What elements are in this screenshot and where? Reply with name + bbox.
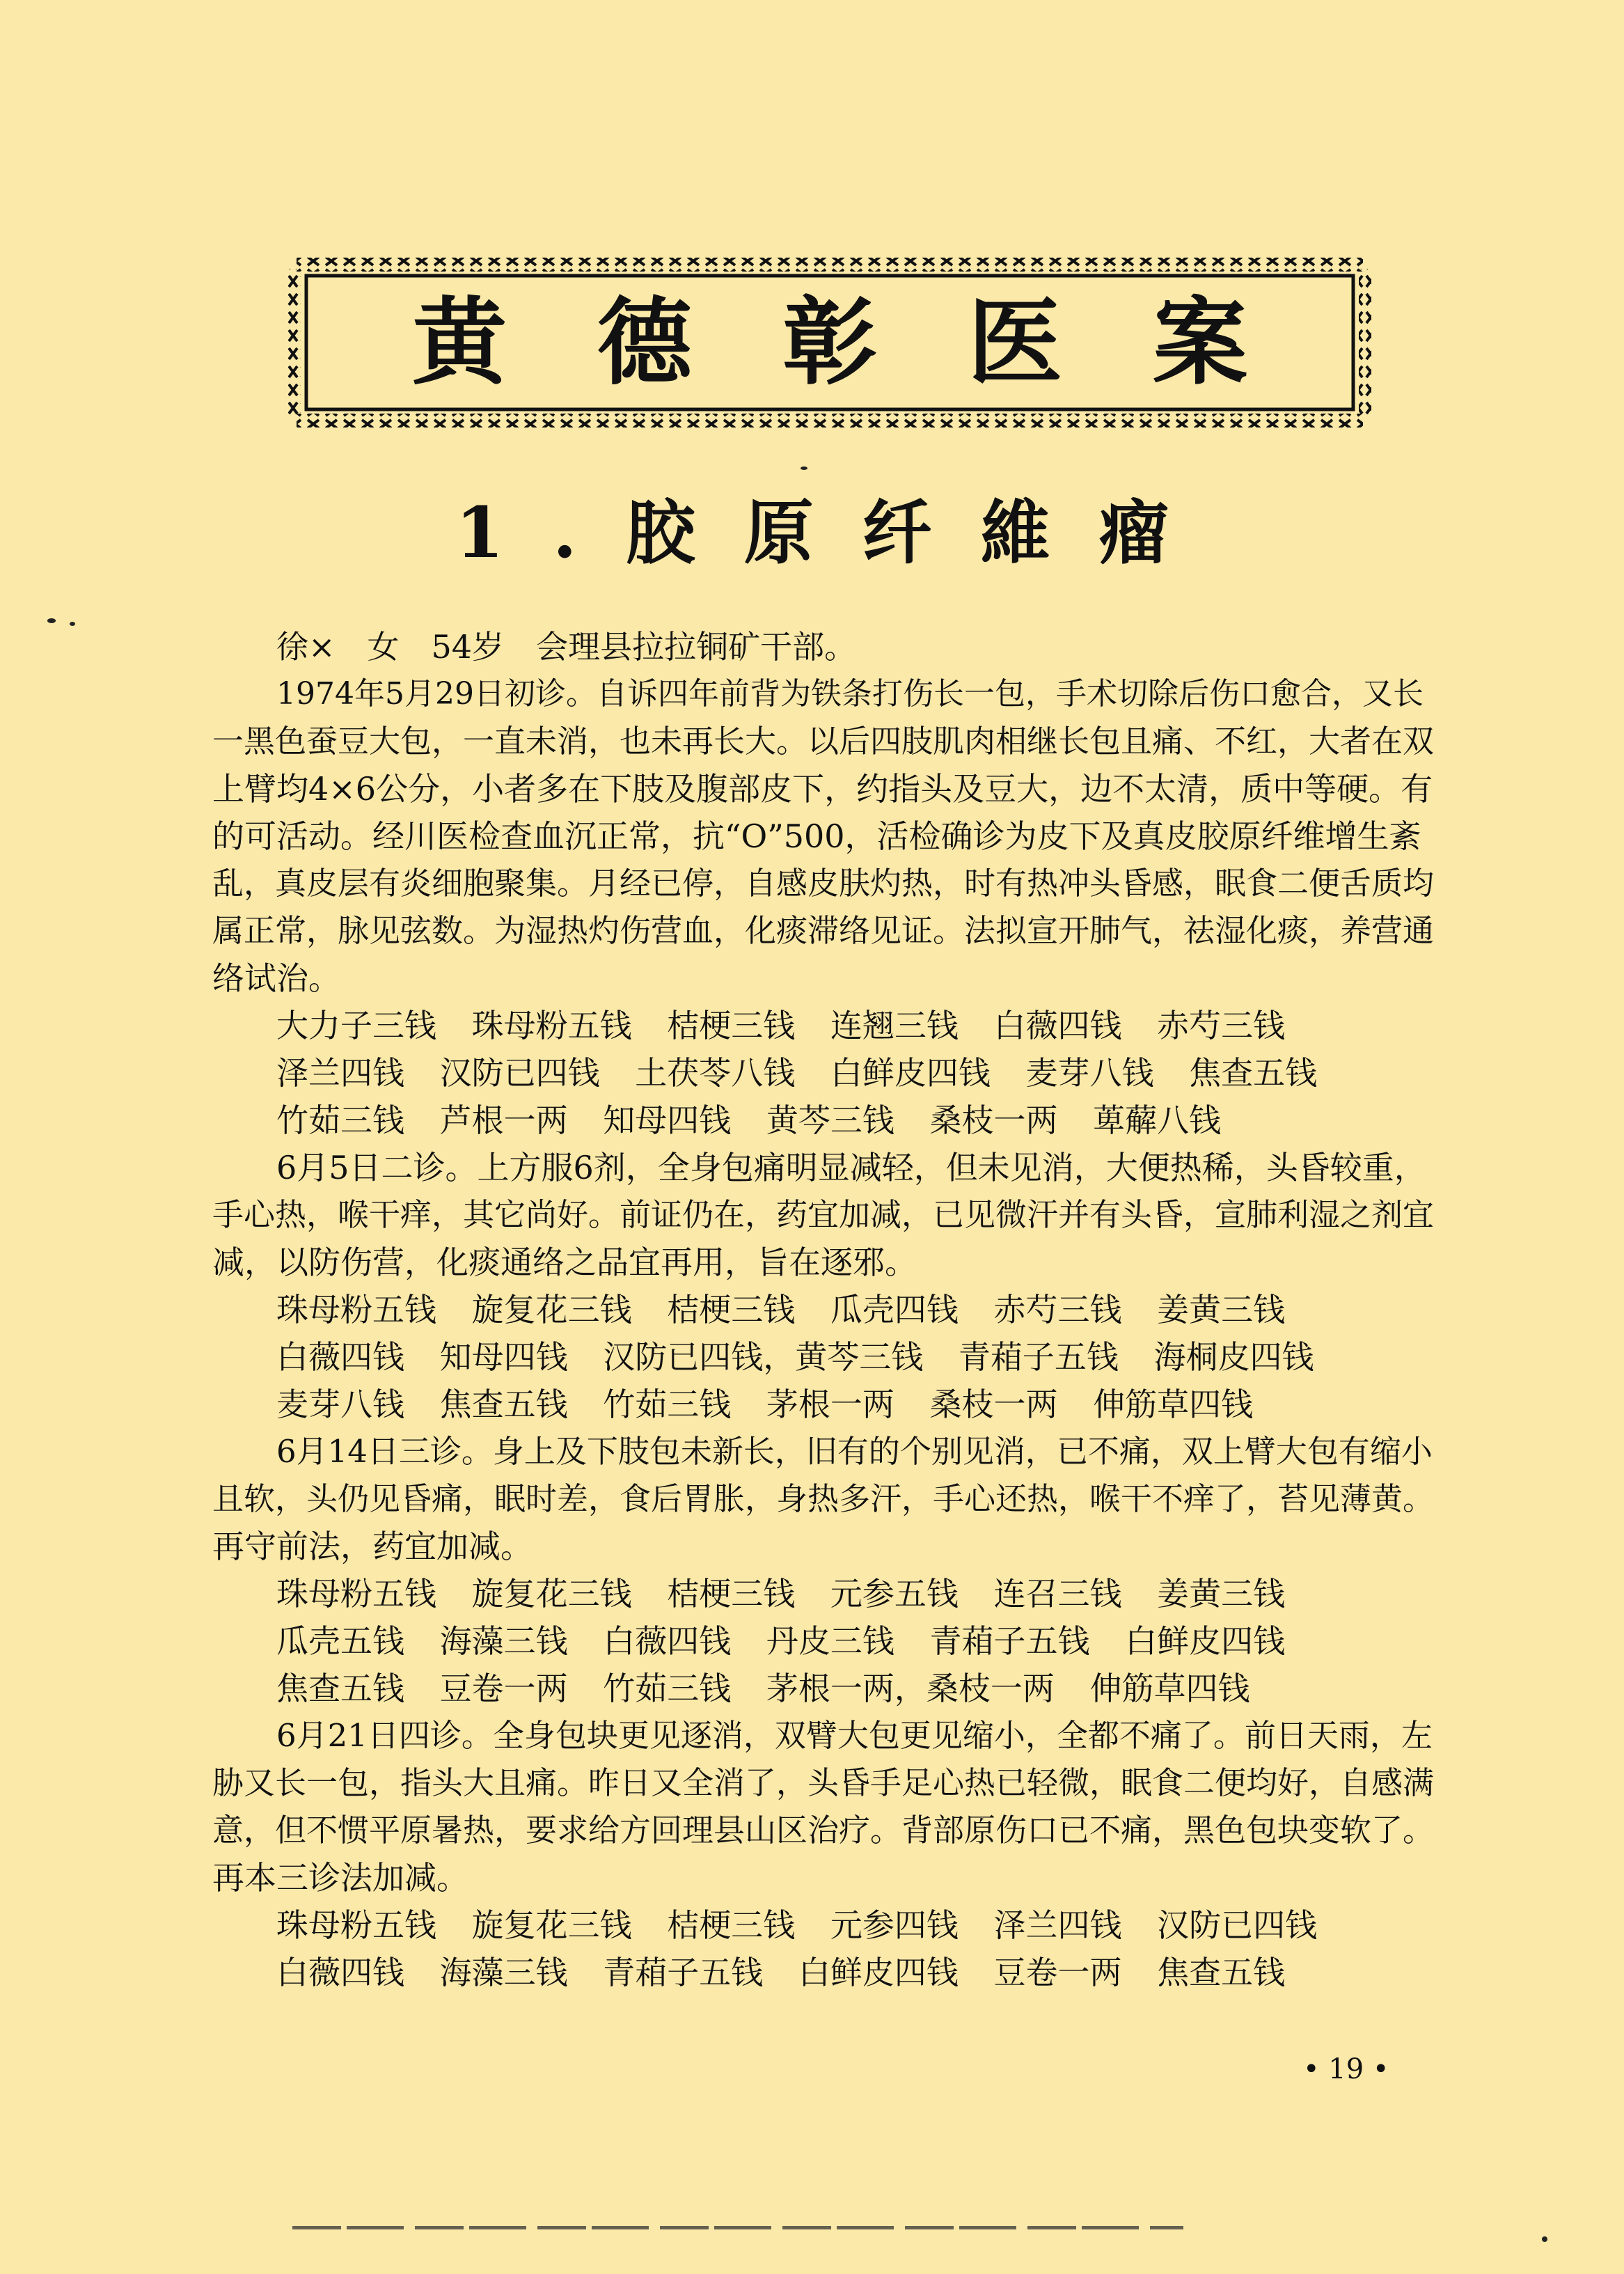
text-line: 且软，头仍见昏痛，眠时差，食后胃胀，身热多汗，手心还热，喉干不痒了，苔见薄黄。 <box>212 1480 1435 1517</box>
title-box <box>287 255 1373 430</box>
text-line: 6月14日三诊。身上及下肢包未新长，旧有的个别见消，已不痛，双上臂大包有缩小 <box>276 1433 1433 1470</box>
text-line: 手心热，喉干痒，其它尚好。前证仍在，药宜加减，已见微汗并有头昏，宣肺利湿之剂宜 <box>212 1196 1435 1233</box>
prescription-line: 大力子三钱 珠母粉五钱 桔梗三钱 连翘三钱 白薇四钱 赤芍三钱 <box>276 1007 1286 1044</box>
prescription-line: 麦芽八钱 焦查五钱 竹茹三钱 茅根一两 桑枝一两 伸筋草四钱 <box>276 1386 1254 1423</box>
prescription-line: 泽兰四钱 汉防已四钱 土茯苓八钱 白鲜皮四钱 麦芽八钱 焦查五钱 <box>276 1054 1318 1092</box>
prescription-line: 瓜壳五钱 海藻三钱 白薇四钱 丹皮三钱 青葙子五钱 白鲜皮四钱 <box>276 1622 1286 1660</box>
text-line: 络试治。 <box>212 959 340 997</box>
section-title: 1.胶原纤維瘤 <box>455 492 1217 574</box>
scan-speck <box>70 622 75 626</box>
prescription-line: 珠母粉五钱 旋复花三钱 桔梗三钱 元参四钱 泽兰四钱 汉防已四钱 <box>276 1906 1318 1944</box>
prescription-line: 珠母粉五钱 旋复花三钱 桔梗三钱 瓜壳四钱 赤芍三钱 姜黄三钱 <box>276 1291 1286 1328</box>
prescription-line: 白薇四钱 海藻三钱 青葙子五钱 白鲜皮四钱 豆卷一两 焦查五钱 <box>276 1954 1286 1991</box>
text-line: 徐× 女 54岁 会理县拉拉铜矿干部。 <box>276 628 857 666</box>
scan-speck <box>801 466 807 470</box>
scan-edge-rule <box>292 2226 1183 2229</box>
text-line: 再守前法，药宜加减。 <box>212 1528 533 1565</box>
text-line: 属正常，脉见弦数。为湿热灼伤营血，化痰滞络见证。法拟宣开肺气，祛湿化痰，养营通 <box>212 912 1435 949</box>
page-number: • 19 • <box>1303 2053 1389 2085</box>
scan-speck <box>47 618 56 623</box>
prescription-line: 焦查五钱 豆卷一两 竹茹三钱 茅根一两，桑枝一两 伸筋草四钱 <box>276 1670 1250 1707</box>
text-line: 1974年5月29日初诊。自诉四年前背为铁条打伤长一包，手术切除后伤口愈合，又长 <box>276 676 1424 712</box>
text-line: 上臂均4×6公分，小者多在下肢及腹部皮下，约指头及豆大，边不太清，质中等硬。有 <box>212 770 1433 808</box>
text-line: 胁又长一包，指头大且痛。昨日又全消了，头昏手足心热已轻微，眠食二便均好，自感满 <box>212 1764 1435 1801</box>
scan-speck <box>1542 2236 1547 2242</box>
text-line: 乱，真皮层有炎细胞聚集。月经已停，自感皮肤灼热，时有热冲头昏感，眠食二便舌质均 <box>212 865 1435 902</box>
prescription-line: 白薇四钱 知母四钱 汉防已四钱，黄芩三钱 青葙子五钱 海桐皮四钱 <box>276 1338 1314 1376</box>
prescription-line: 竹茹三钱 芦根一两 知母四钱 黄芩三钱 桑枝一两 萆薢八钱 <box>276 1101 1222 1139</box>
case-record-text <box>212 623 1444 1996</box>
text-line: 6月21日四诊。全身包块更见逐消，双臂大包更见缩小，全都不痛了。前日天雨，左 <box>276 1717 1433 1754</box>
prescription-line: 珠母粉五钱 旋复花三钱 桔梗三钱 元参五钱 连召三钱 姜黄三钱 <box>276 1575 1286 1613</box>
text-line: 6月5日二诊。上方服6剂，全身包痛明显减轻，但未见消，大便热稀，头昏较重， <box>276 1149 1426 1186</box>
text-line: 一黑色蚕豆大包，一直未消，也未再长大。以后四肢肌肉相继长包且痛、不红，大者在双 <box>212 723 1435 760</box>
text-line: 意，但不惯平原暑热，要求给方回理县山区治疗。背部原伤口已不痛，黑色包块变软了。 <box>212 1812 1435 1849</box>
text-line: 再本三诊法加减。 <box>212 1859 468 1897</box>
text-line: 减，以防伤营，化痰通络之品宜再用，旨在逐邪。 <box>212 1244 917 1281</box>
text-line: 的可活动。经川医检查血沉正常，抗“O”500，活检确诊为皮下及真皮胶原纤维增生紊 <box>212 817 1421 855</box>
book-title: 黄德彰医案 <box>412 287 1338 398</box>
